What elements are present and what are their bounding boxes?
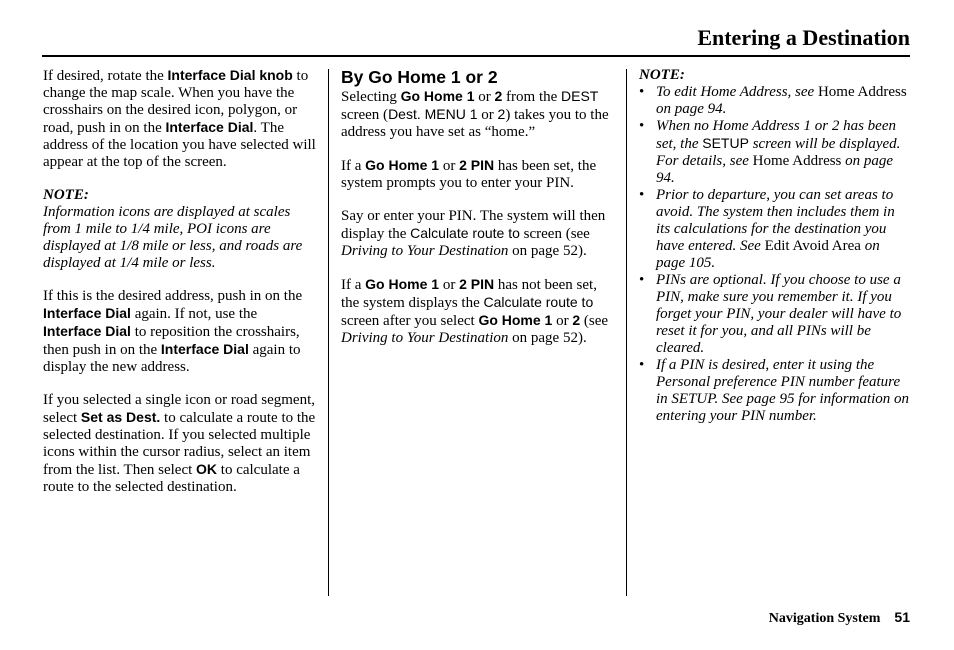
paragraph-rotate-dial: If desired, rotate the Interface Dial knob to change the map scale. When you have the crosshairs on the desired icon, polygon, or road, push in on the Interface Dial. The address of the location you have selected will appear at the top of the screen.	[43, 67, 316, 170]
column-divider-left	[328, 69, 329, 596]
paragraph-desired-address: If this is the desired address, push in on the Interface Dial again. If not, use the Interface Dial to reposition the crosshairs, then push in on the Interface Dial again to display the new address.	[43, 288, 303, 375]
paragraph-selecting-go-home: Selecting Go Home 1 or 2 from the DEST screen (Dest. MENU 1 or 2) takes you to the address you have set as “home.”	[341, 88, 609, 140]
note-item: • PINs are optional. If you choose to use a PIN, make sure you remember it. If you forget your PIN, your dealer will have to reset it for you, and all PINs will be cleared.	[639, 272, 902, 356]
note-item: • To edit Home Address, see Home Address on page 94.	[639, 84, 907, 117]
bullet-icon: •	[639, 272, 645, 288]
column-3	[639, 67, 911, 425]
set-as-dest-term: Set as Dest.	[80, 409, 161, 425]
note-heading: NOTE:	[639, 67, 685, 83]
note-item: • When no Home Address 1 or 2 has been set, the SETUP screen will be displayed. For details, see Home Address on page 94.	[639, 118, 901, 186]
bullet-icon: •	[639, 187, 645, 203]
note-item: • If a PIN is desired, enter it using the Personal preference PIN number feature in SETUP. See page 95 for information on entering your PIN number.	[639, 357, 910, 424]
section-heading-go-home: By Go Home 1 or 2	[341, 67, 498, 87]
page-title: Entering a Destination	[697, 25, 910, 50]
interface-dial-knob-term: Interface Dial knob	[167, 67, 293, 83]
paragraph-pin-not-set: If a Go Home 1 or 2 PIN has not been set, the system displays the Calculate route to screen after you select Go Home 1 or 2 (see Driving to Your Destination on page 52).	[341, 276, 609, 346]
bullet-icon: •	[639, 84, 645, 100]
note-heading: NOTE:	[43, 187, 89, 203]
paragraph-pin-set: If a Go Home 1 or 2 PIN has been set, the system prompts you to enter your PIN.	[341, 157, 597, 191]
ok-term: OK	[196, 461, 218, 477]
bullet-icon: •	[639, 357, 645, 373]
footer-section: Navigation System	[768, 611, 881, 626]
column-2	[341, 67, 613, 363]
page-number: 51	[894, 609, 910, 625]
interface-dial-term: Interface Dial	[43, 305, 131, 321]
bullet-icon: •	[639, 118, 645, 134]
note-list	[639, 84, 911, 425]
header-rule	[42, 55, 910, 57]
column-1	[43, 67, 316, 512]
interface-dial-term: Interface Dial	[43, 323, 131, 339]
column-divider-right	[626, 69, 627, 596]
paragraph-enter-pin: Say or enter your PIN. The system will then display the Calculate route to screen (see Driving to Your Destination on page 52).	[341, 208, 606, 259]
interface-dial-term: Interface Dial	[165, 119, 254, 135]
interface-dial-term: Interface Dial	[160, 341, 249, 357]
page-footer	[769, 609, 910, 627]
paragraph-select-icon: If you selected a single icon or road segment, select Set as Dest. to calculate a route to the selected destination. If you selected multiple icons within the cursor radius, select an item from the list. Then select OK to calculate a route to the selected destination.	[43, 392, 316, 495]
note-icons-scale: Information icons are displayed at scales from 1 mile to 1/4 mile, POI icons are displayed at 1/8 mile or less, and roads are displayed at 1/4 mile or less.	[43, 204, 303, 271]
note-item: • Prior to departure, you can set areas to avoid. The system then includes them in its calculations for the destination you have entered. See Edit Avoid Area on page 105.	[639, 187, 895, 271]
